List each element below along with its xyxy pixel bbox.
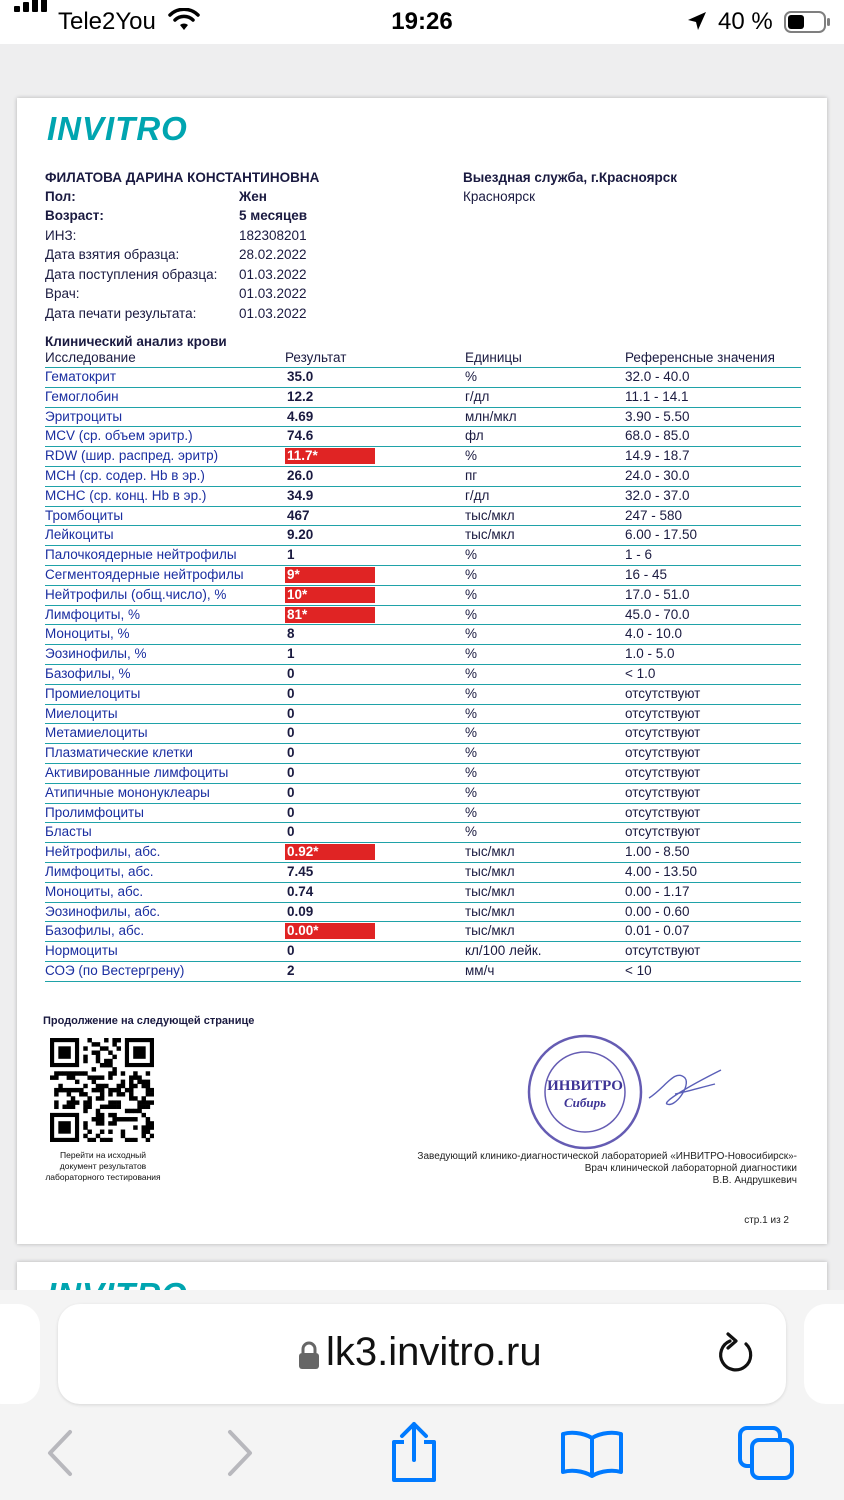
- inz-value: 182308201: [239, 228, 307, 243]
- reference-value: отсутствуют: [625, 685, 701, 701]
- table-row: [45, 566, 801, 586]
- test-name: MCHC (ср. конц. Hb в эр.): [45, 487, 207, 503]
- unit-value: тыс/мкл: [465, 883, 515, 899]
- lock-icon: [298, 1340, 320, 1370]
- test-name: RDW (шир. распред. эритр): [45, 448, 219, 464]
- sex-value: Жен: [239, 189, 267, 204]
- result-value-flagged: 10*: [285, 587, 375, 603]
- test-name: Базофилы, абс.: [45, 923, 145, 939]
- reference-value: отсутствуют: [625, 784, 701, 800]
- doctor-value: 01.03.2022: [239, 286, 307, 301]
- browser-toolbar: [0, 1410, 844, 1500]
- table-row: [45, 705, 801, 725]
- reference-value: отсутствуют: [625, 745, 701, 761]
- test-name: Базофилы, %: [45, 665, 131, 681]
- unit-value: %: [465, 745, 478, 761]
- table-row: [45, 645, 801, 665]
- table-row: [45, 883, 801, 903]
- test-name: Палочкоядерные нейтрофилы: [45, 547, 237, 563]
- result-value-flagged: 0.00*: [285, 923, 375, 939]
- clock: 19:26: [391, 8, 453, 35]
- result-value-flagged: 9*: [285, 567, 375, 583]
- table-row: [45, 685, 801, 705]
- tabs-icon[interactable]: [736, 1424, 798, 1482]
- result-value: 2: [287, 962, 295, 978]
- reference-value: отсутствуют: [625, 824, 701, 840]
- results-table: [45, 350, 801, 982]
- reference-value: отсутствуют: [625, 764, 701, 780]
- result-value-flagged: 0.92*: [285, 844, 375, 860]
- reference-value: 1.0 - 5.0: [625, 646, 675, 662]
- doctor-signature: [645, 1058, 725, 1118]
- continuation-note: Продолжение на следующей странице: [43, 1015, 255, 1027]
- reference-value: отсутствуют: [625, 943, 701, 959]
- reference-value: < 10: [625, 962, 652, 978]
- test-name: MCH (ср. содер. Hb в эр.): [45, 467, 205, 483]
- test-name: Лимфоциты, абс.: [45, 863, 154, 879]
- test-name: Эозинофилы, %: [45, 646, 147, 662]
- result-value: 0: [287, 784, 295, 800]
- test-name: Лейкоциты: [45, 527, 114, 543]
- result-value: 467: [287, 507, 310, 523]
- reference-value: 17.0 - 51.0: [625, 586, 690, 602]
- reference-value: 6.00 - 17.50: [625, 527, 698, 543]
- svg-text:Сибирь: Сибирь: [563, 1095, 607, 1110]
- table-row: [45, 526, 801, 546]
- sex-label: Пол:: [45, 189, 76, 204]
- unit-value: %: [465, 369, 478, 384]
- unit-value: тыс/мкл: [465, 507, 515, 523]
- table-row: [45, 507, 801, 527]
- section-title: Клинический анализ крови: [45, 334, 227, 349]
- result-value: 4.69: [287, 408, 314, 424]
- test-name: Гематокрит: [45, 369, 117, 384]
- unit-value: тыс/мкл: [465, 863, 515, 879]
- reference-value: 4.0 - 10.0: [625, 626, 683, 642]
- reference-value: 68.0 - 85.0: [625, 428, 690, 444]
- unit-value: %: [465, 725, 478, 741]
- table-row: [45, 487, 801, 507]
- result-value-flagged: 11.7*: [285, 448, 375, 464]
- reference-value: < 1.0: [625, 665, 656, 681]
- result-value: 34.9: [287, 487, 314, 503]
- unit-value: фл: [465, 428, 484, 444]
- unit-value: %: [465, 586, 478, 602]
- table-row: [45, 863, 801, 883]
- test-name: Атипичные мононуклеары: [45, 784, 210, 800]
- test-name: Эритроциты: [45, 408, 123, 424]
- table-row: [45, 408, 801, 428]
- sample-taken-label: Дата взятия образца:: [45, 247, 180, 262]
- print-date-label: Дата печати результата:: [45, 306, 197, 321]
- unit-value: тыс/мкл: [465, 527, 515, 543]
- test-name: Пролимфоциты: [45, 804, 144, 820]
- sample-taken-value: 28.02.2022: [239, 247, 307, 262]
- test-name: Моноциты, абс.: [45, 883, 144, 899]
- reference-value: 16 - 45: [625, 566, 668, 582]
- result-value: 7.45: [287, 863, 314, 879]
- result-value: 0: [287, 725, 295, 741]
- test-name: Промиелоциты: [45, 685, 141, 701]
- test-name: Метамиелоциты: [45, 725, 148, 741]
- test-name: Миелоциты: [45, 705, 118, 721]
- table-row: [45, 784, 801, 804]
- header-result: Результат: [285, 350, 347, 365]
- result-value: 12.2: [287, 388, 314, 404]
- unit-value: %: [465, 547, 478, 563]
- share-icon[interactable]: [388, 1420, 440, 1484]
- service-title: Выездная служба, г.Красноярск: [463, 170, 677, 185]
- reference-value: 32.0 - 37.0: [625, 487, 690, 503]
- doctor-label: Врач:: [45, 286, 80, 301]
- result-value: 0: [287, 705, 295, 721]
- battery-percent: 40 %: [718, 8, 773, 35]
- address-bar[interactable]: [58, 1304, 786, 1404]
- unit-value: %: [465, 705, 478, 721]
- result-value: 8: [287, 626, 295, 642]
- unit-value: кл/100 лейк.: [465, 943, 542, 959]
- service-city: Красноярск: [463, 189, 536, 204]
- test-name: Бласты: [45, 824, 92, 840]
- page-number: стр.1 из 2: [744, 1215, 789, 1226]
- test-name: Активированные лимфоциты: [45, 764, 229, 780]
- result-value: 0: [287, 804, 295, 820]
- table-row: [45, 467, 801, 487]
- unit-value: %: [465, 566, 478, 582]
- table-row: [45, 447, 801, 467]
- unit-value: %: [465, 646, 478, 662]
- test-name: Гемоглобин: [45, 388, 119, 404]
- result-value: 9.20: [287, 527, 314, 543]
- print-date-value: 01.03.2022: [239, 306, 307, 321]
- result-value: 0.74: [287, 883, 314, 899]
- table-row: [45, 586, 801, 606]
- reference-value: 0.01 - 0.07: [625, 923, 690, 939]
- age-label: Возраст:: [45, 208, 104, 223]
- qr-caption: Перейти на исходный документ результатов лабораторного тестирования: [45, 1150, 161, 1182]
- status-bar: [0, 0, 844, 44]
- test-name: Моноциты, %: [45, 626, 130, 642]
- bookmarks-icon[interactable]: [560, 1428, 624, 1478]
- table-row: [45, 804, 801, 824]
- table-row: [45, 942, 801, 962]
- next-tab-preview[interactable]: [804, 1304, 844, 1404]
- reference-value: 0.00 - 1.17: [625, 883, 690, 899]
- unit-value: %: [465, 606, 478, 622]
- table-row: [45, 665, 801, 685]
- result-value: 0: [287, 665, 295, 681]
- unit-value: %: [465, 784, 478, 800]
- qr-code[interactable]: [50, 1038, 154, 1142]
- reference-value: 45.0 - 70.0: [625, 606, 690, 622]
- unit-value: г/дл: [465, 487, 490, 503]
- table-row: [45, 388, 801, 408]
- table-row: [45, 903, 801, 923]
- signature-line-1: Заведующий клинико-диагностической лабораторией «ИНВИТРО-Новосибирск»-: [417, 1151, 797, 1162]
- signature-line-2: Врач клинической лабораторной диагностики: [584, 1163, 797, 1174]
- previous-tab-preview[interactable]: [0, 1304, 40, 1404]
- table-row: [45, 823, 801, 843]
- reference-value: отсутствуют: [625, 705, 701, 721]
- reference-value: 24.0 - 30.0: [625, 467, 690, 483]
- location-arrow-icon: [686, 10, 708, 32]
- result-value: 1: [287, 646, 295, 662]
- unit-value: %: [465, 448, 478, 464]
- table-row: [45, 625, 801, 645]
- unit-value: пг: [465, 467, 478, 483]
- svg-text:ИНВИТРО: ИНВИТРО: [547, 1078, 623, 1094]
- result-value: 0: [287, 824, 295, 840]
- inz-label: ИНЗ:: [45, 228, 77, 243]
- result-value: 1: [287, 547, 295, 563]
- table-header: [45, 350, 801, 368]
- table-row: [45, 764, 801, 784]
- test-name: MCV (ср. объем эритр.): [45, 428, 193, 444]
- document-page: [17, 98, 827, 1244]
- table-row: [45, 962, 801, 982]
- test-name: Нейтрофилы (общ.число), %: [45, 586, 227, 602]
- result-value: 0: [287, 943, 295, 959]
- test-name: СОЭ (по Вестергрену): [45, 962, 185, 978]
- sample-received-value: 01.03.2022: [239, 267, 307, 282]
- result-value: 0.09: [287, 903, 314, 919]
- result-value: 26.0: [287, 467, 314, 483]
- header-test: Исследование: [45, 350, 136, 365]
- unit-value: тыс/мкл: [465, 903, 515, 919]
- header-reference: Референсные значения: [625, 350, 775, 365]
- reference-value: 1.00 - 8.50: [625, 844, 690, 860]
- unit-value: %: [465, 665, 478, 681]
- test-name: Эозинофилы, абс.: [45, 903, 161, 919]
- test-name: Нормоциты: [45, 943, 118, 959]
- reference-value: 0.00 - 0.60: [625, 903, 690, 919]
- carrier-name: Tele2You: [58, 8, 156, 35]
- unit-value: мм/ч: [465, 962, 495, 978]
- test-name: Плазматические клетки: [45, 745, 193, 761]
- reference-value: 3.90 - 5.50: [625, 408, 690, 424]
- result-value: 0: [287, 745, 295, 761]
- sample-received-label: Дата поступления образца:: [45, 267, 218, 282]
- result-value: 0: [287, 685, 295, 701]
- test-name: Сегментоядерные нейтрофилы: [45, 566, 244, 582]
- table-row: [45, 427, 801, 447]
- table-row: [45, 744, 801, 764]
- reference-value: 1 - 6: [625, 547, 653, 563]
- reference-value: 14.9 - 18.7: [625, 448, 690, 464]
- patient-name: ФИЛАТОВА ДАРИНА КОНСТАНТИНОВНА: [45, 170, 320, 185]
- reference-value: 247 - 580: [625, 507, 683, 523]
- back-icon[interactable]: [42, 1428, 78, 1478]
- unit-value: г/дл: [465, 388, 490, 404]
- reference-value: отсутствуют: [625, 804, 701, 820]
- table-body: [45, 368, 801, 982]
- reload-icon[interactable]: [716, 1332, 756, 1376]
- battery-icon: [784, 10, 832, 34]
- url-text[interactable]: lk3.invitro.ru: [326, 1330, 542, 1374]
- unit-value: %: [465, 824, 478, 840]
- unit-value: %: [465, 626, 478, 642]
- unit-value: %: [465, 804, 478, 820]
- unit-value: %: [465, 685, 478, 701]
- result-value: 35.0: [287, 369, 314, 384]
- table-row: [45, 368, 801, 388]
- result-value-flagged: 81*: [285, 607, 375, 623]
- invitro-logo: INVITRO: [47, 110, 188, 147]
- test-name: Лимфоциты, %: [45, 606, 140, 622]
- reference-value: 11.1 - 14.1: [625, 388, 689, 404]
- reference-value: отсутствуют: [625, 725, 701, 741]
- reference-value: 32.0 - 40.0: [625, 369, 690, 384]
- table-row: [45, 724, 801, 744]
- table-row: [45, 546, 801, 566]
- unit-value: млн/мкл: [465, 408, 517, 424]
- table-row: [45, 606, 801, 626]
- test-name: Нейтрофилы, абс.: [45, 844, 161, 860]
- age-value: 5 месяцев: [239, 208, 308, 223]
- unit-value: %: [465, 764, 478, 780]
- forward-icon[interactable]: [222, 1428, 258, 1478]
- header-units: Единицы: [465, 350, 522, 365]
- signature-line-3: В.В. Андрушкевич: [712, 1175, 797, 1186]
- table-row: [45, 843, 801, 863]
- reference-value: 4.00 - 13.50: [625, 863, 698, 879]
- organization-stamp: [525, 1032, 645, 1152]
- unit-value: тыс/мкл: [465, 844, 515, 860]
- result-value: 0: [287, 764, 295, 780]
- table-row: [45, 922, 801, 942]
- test-name: Тромбоциты: [45, 507, 124, 523]
- unit-value: тыс/мкл: [465, 923, 515, 939]
- result-value: 74.6: [287, 428, 314, 444]
